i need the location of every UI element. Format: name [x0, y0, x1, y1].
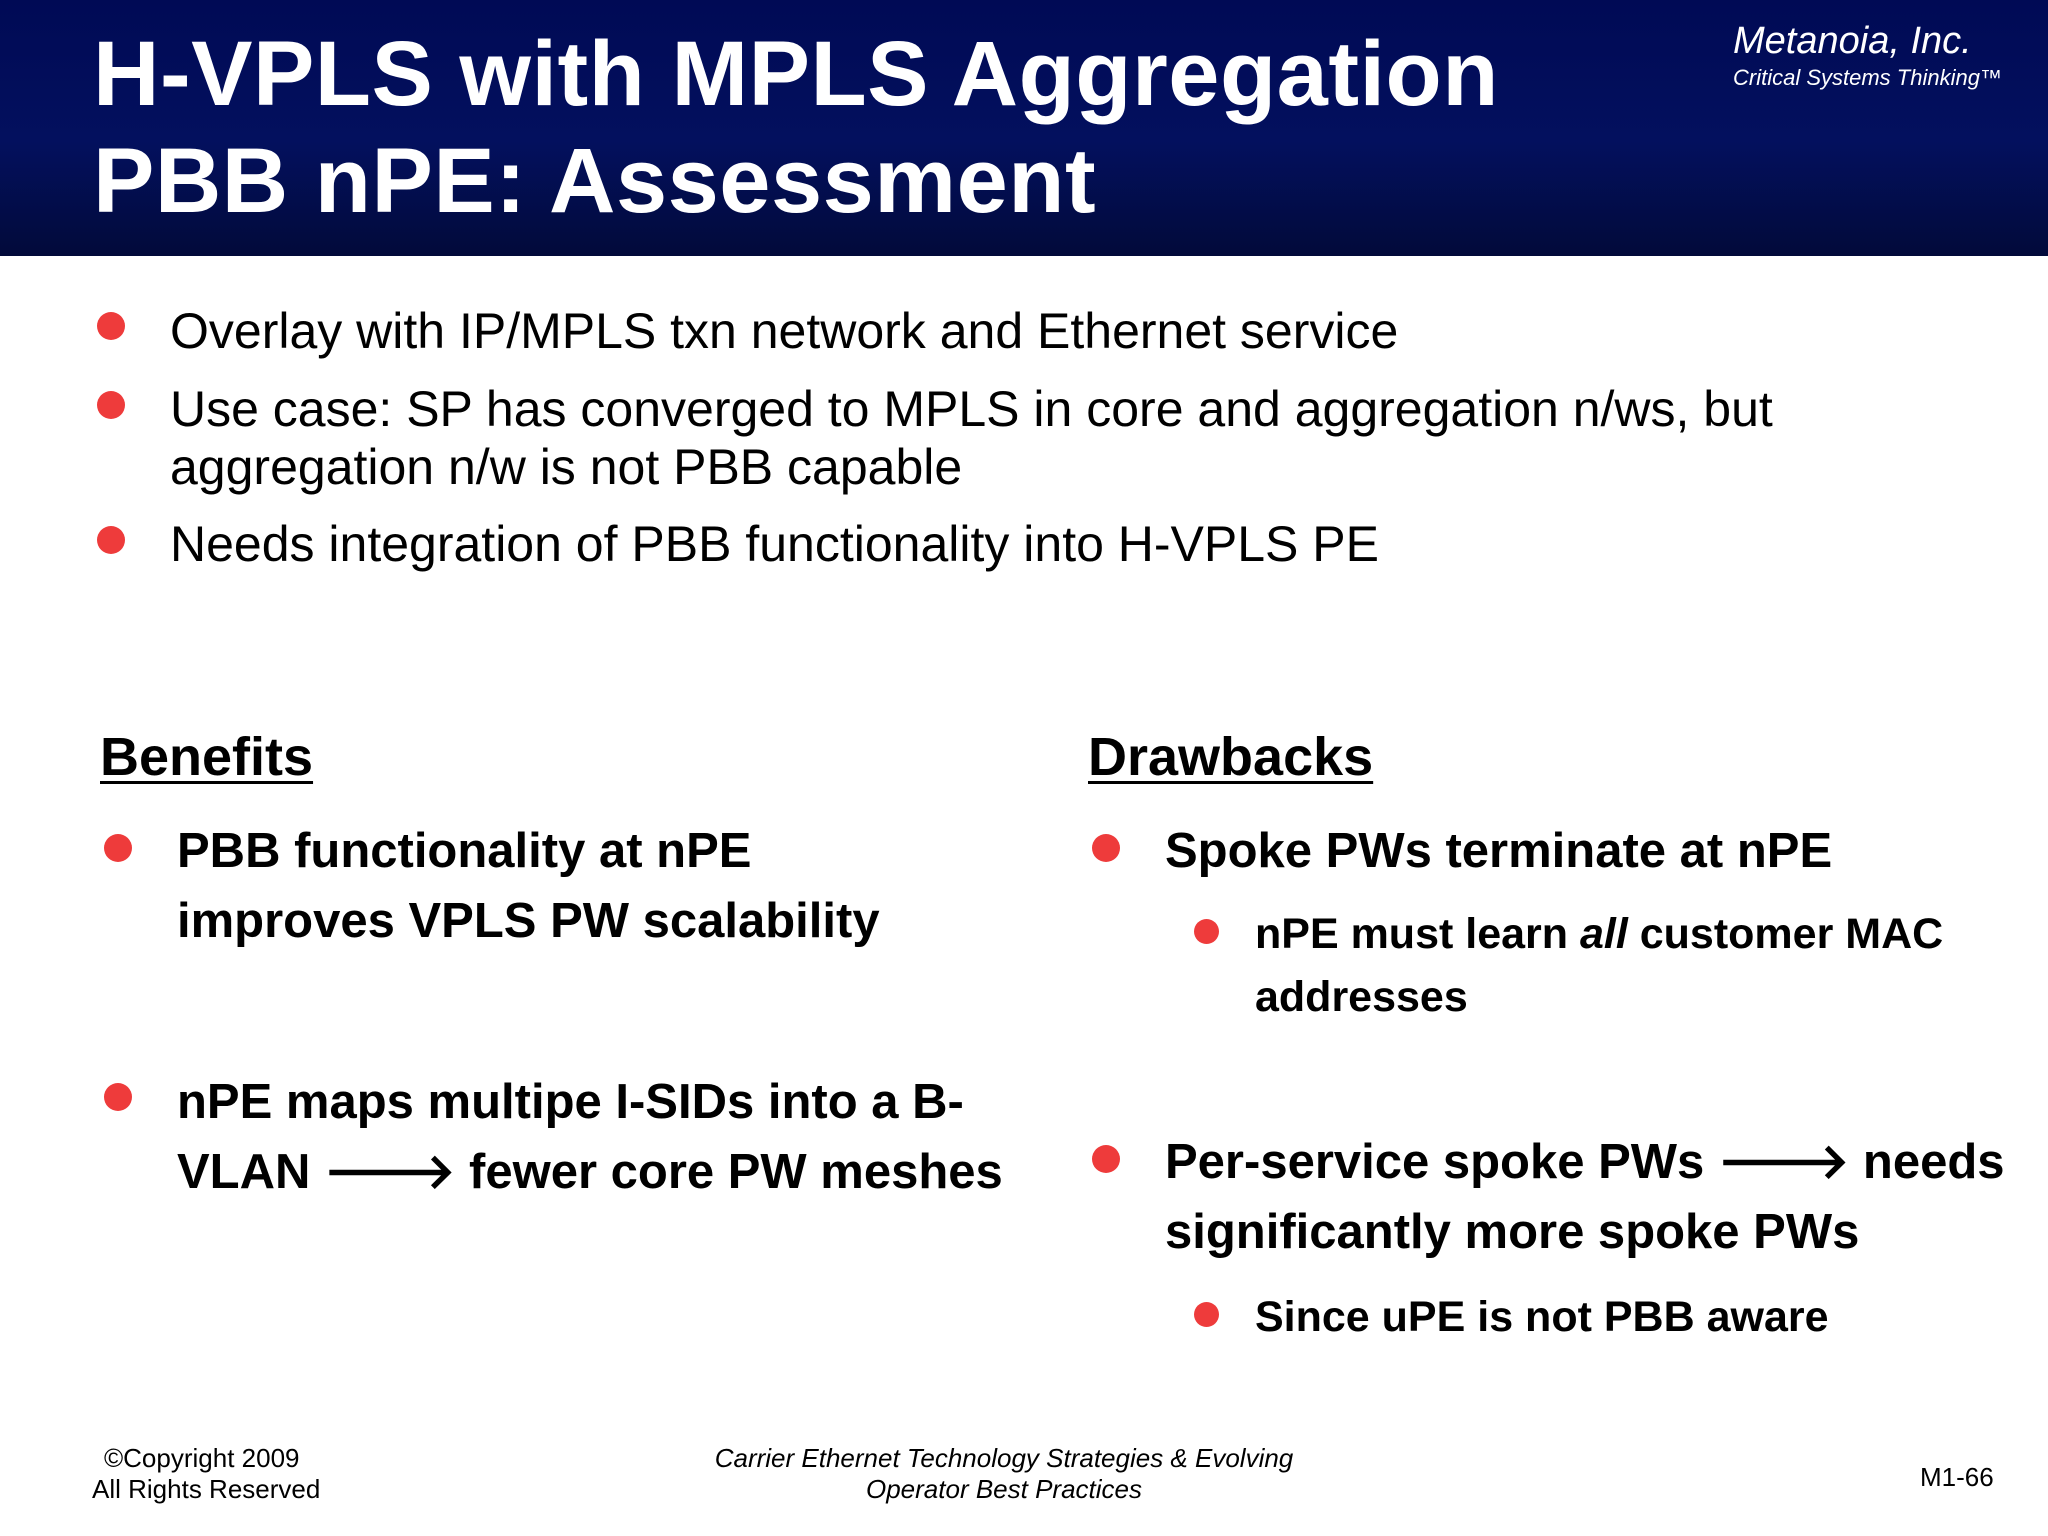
- bullet-dot-icon: [97, 526, 125, 554]
- course-title-line1: Carrier Ethernet Technology Strategies & Evolving: [714, 1443, 1294, 1473]
- intro-bullet-2-line2: aggregation n/w is not PBB capable: [170, 439, 963, 495]
- drawback-2-sub: Since uPE is not PBB aware: [1255, 1293, 1829, 1341]
- benefit-1-line1: PBB functionality at nPE: [177, 824, 752, 878]
- drawbacks-heading: Drawbacks: [1088, 727, 1374, 787]
- bullet-dot-icon: [104, 1083, 132, 1111]
- sub-bullet-dot-icon: [1194, 919, 1219, 944]
- bullet-dot-icon: [104, 834, 132, 862]
- bullet-dot-icon: [97, 391, 125, 419]
- bullet-dot-icon: [1092, 1145, 1120, 1173]
- benefit-1-line2: improves VPLS PW scalability: [177, 894, 880, 948]
- benefit-2-line1: nPE maps multipe I-SIDs into a B-: [177, 1075, 964, 1129]
- drawback-1-sub-line2: addresses: [1255, 973, 1468, 1021]
- slide-title-line2: PBB nPE: Assessment: [93, 130, 1097, 232]
- bullet-dot-icon: [97, 312, 125, 340]
- course-title-line2: Operator Best Practices: [866, 1474, 1142, 1504]
- drawback-2-line2: significantly more spoke PWs: [1165, 1205, 1860, 1259]
- slide-number: M1-66: [1920, 1462, 1994, 1492]
- benefits-heading: Benefits: [100, 727, 314, 787]
- drawback-1-sub-line1: nPE must learn all customer MAC: [1255, 910, 1944, 958]
- drawback-2-line1: Per-service spoke PWs 🡒 needs: [1165, 1135, 2005, 1189]
- rights-text: All Rights Reserved: [92, 1474, 321, 1504]
- intro-bullet-1: Overlay with IP/MPLS txn network and Ethernet service: [170, 303, 1399, 359]
- sub-bullet-dot-icon: [1194, 1302, 1219, 1327]
- intro-bullet-3: Needs integration of PBB functionality into H-VPLS PE: [170, 516, 1379, 572]
- title-banner: [0, 0, 2048, 256]
- slide-title-line1: H-VPLS with MPLS Aggregation: [93, 23, 1499, 125]
- benefit-2-line2: VLAN 🡒 fewer core PW meshes: [177, 1145, 1003, 1199]
- copyright-text: ©Copyright 2009: [104, 1443, 300, 1473]
- company-tagline: Critical Systems Thinking™: [1733, 65, 2002, 90]
- company-name: Metanoia, Inc.: [1733, 20, 1972, 62]
- drawback-1-line1: Spoke PWs terminate at nPE: [1165, 824, 1833, 878]
- intro-bullet-2-line1: Use case: SP has converged to MPLS in core and aggregation n/ws, but: [170, 381, 1773, 437]
- bullet-dot-icon: [1092, 834, 1120, 862]
